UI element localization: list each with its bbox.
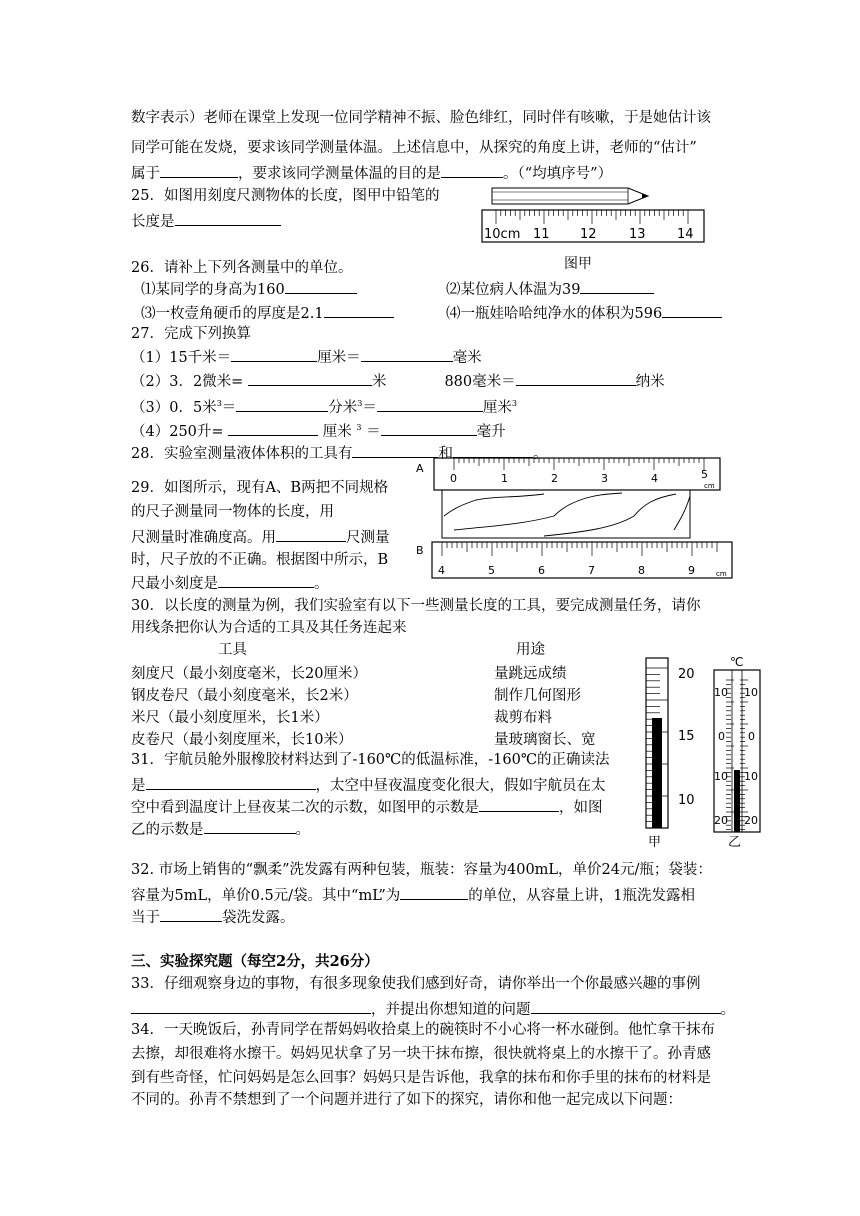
use-item[interactable]: 裁剪布料 (494, 710, 552, 726)
answer-blank[interactable] (324, 302, 394, 318)
tool-item[interactable]: 刻度尺（最小刻度毫米，长20厘米） (131, 666, 367, 682)
thermo-tick-label: 15 (678, 729, 695, 744)
answer-blank[interactable] (662, 302, 722, 318)
q31-line-3: 空中看到温度计上昼夜某二次的示数，如图甲的示数是 ，如图 (131, 796, 603, 818)
tool-item[interactable]: 米尺（最小刻度厘米，长1米） (131, 710, 329, 726)
answer-blank[interactable] (175, 210, 281, 226)
ruler-a (434, 458, 720, 490)
q25-line-2: 长度是 (131, 210, 281, 232)
thermo-tick-label: 20 (744, 814, 758, 827)
thermometer-a (646, 658, 695, 850)
q26-item-1: ⑴某同学的身高为160 (141, 278, 357, 300)
mercury-column-a (652, 718, 662, 828)
answer-blank[interactable] (236, 396, 328, 412)
ruler-tick-label: 12 (580, 227, 597, 242)
thermo-b-unit: ℃ (730, 655, 744, 669)
section-title: 三、实验探究题（每空2分，共26分） (131, 953, 379, 970)
measured-object (442, 490, 690, 538)
q28-line: 28．实验室测量液体体积的工具有 和 。 (131, 442, 547, 464)
answer-blank[interactable] (285, 278, 357, 294)
ruler-tick-label: 7 (588, 564, 595, 577)
answer-blank[interactable] (160, 162, 238, 178)
answer-blank[interactable] (276, 526, 346, 542)
answer-blank[interactable] (441, 162, 503, 178)
ruler-tick-label: 6 (538, 564, 545, 577)
thermo-tick-label: 10 (678, 793, 695, 808)
q29-line-3: 尺测量时准确度高。用 尺测量 (131, 526, 390, 548)
ruler-tick-label: 4 (651, 472, 658, 485)
answer-blank[interactable] (531, 998, 721, 1014)
answer-blank[interactable] (204, 818, 296, 834)
intro-line-1: 数字表示）老师在课堂上发现一位同学精神不振、脸色绯红，同时伴有咳嗽，于是她估计该 (131, 110, 711, 126)
intro-line-3: 属于 ，要求该同学测量体温的目的是 。（“均填序号”） (131, 162, 612, 184)
q26-item-2: ⑵某位病人体温为39 (446, 278, 654, 300)
thermo-b-label: 乙 (728, 835, 742, 850)
answer-blank[interactable] (361, 346, 453, 362)
q32-line-3: 当于 袋洗发露。 (131, 906, 295, 928)
q32-line-2: 容量为5mL，单价0.5元/袋。其中“mL”为 的单位，从容量上讲，1瓶洗发露相 (131, 884, 695, 906)
use-item[interactable]: 量跳远成绩 (494, 666, 567, 682)
q29-line-1: 29．如图所示，现有A、B两把不同规格 (131, 480, 389, 496)
answer-blank[interactable] (231, 346, 317, 362)
ruler-a-label: A (416, 462, 424, 475)
q30-line-1: 30．以长度的测量为例，我们实验室有以下一些测量长度的工具，要完成测量任务，请你 (131, 598, 701, 614)
ruler-tick-label: 14 (677, 227, 694, 242)
answer-blank[interactable] (516, 370, 636, 386)
q30-header-tools: 工具 (218, 642, 247, 658)
answer-blank[interactable] (377, 396, 483, 412)
q29-line-2: 的尺子测量同一物体的长度，用 (131, 504, 334, 520)
thermo-tick-label: 10 (714, 770, 728, 783)
q25-line-1: 25．如图用刻度尺测物体的长度，图甲中铅笔的 (131, 188, 440, 204)
rulers-ab-figure (414, 456, 744, 588)
thermo-tick-label: 10 (744, 770, 758, 783)
q30-line-2: 用线条把你认为合适的工具及其任务连起来 (131, 620, 407, 636)
tool-item[interactable]: 皮卷尺（最小刻度厘米，长10米） (131, 732, 353, 748)
q30-header-uses: 用途 (516, 642, 545, 658)
figure-caption: 图甲 (564, 256, 592, 272)
answer-blank[interactable] (479, 796, 559, 812)
answer-blank[interactable] (228, 420, 318, 436)
q34-line-4: 不同的。孙青不禁想到了一个问题并进行了如下的探究，请你和他一起完成以下问题： (131, 1092, 682, 1108)
q26-item-4: ⑷一瓶娃哈哈纯净水的体积为596 (446, 302, 722, 324)
thermo-tick-label: 10 (714, 686, 728, 699)
ruler-tick-label: 10cm (484, 227, 521, 242)
answer-blank[interactable] (131, 998, 371, 1014)
ruler-tick-label: 2 (551, 472, 558, 485)
ruler-tick-label: 11 (533, 227, 550, 242)
ruler-a-unit: cm (704, 482, 715, 490)
ruler-tick-label: 5 (701, 468, 708, 481)
ruler-tick-label: 3 (601, 472, 608, 485)
thermo-tick-label: 20 (678, 667, 695, 682)
answer-blank[interactable] (248, 370, 372, 386)
answer-blank[interactable] (146, 774, 316, 790)
q26-item-3: ⑶一枚壹角硬币的厚度是2.1 (141, 302, 394, 324)
pencil-ruler-figure (478, 180, 710, 272)
q31-line-2: 是 ，太空中昼夜温度变化很大，假如宇航员在太 (131, 774, 606, 796)
answer-blank[interactable] (400, 884, 468, 900)
ruler-tick-label: 13 (629, 227, 646, 242)
ruler-tick-label: 1 (501, 472, 508, 485)
ruler-b-label: B (416, 544, 424, 557)
ruler-tick-label: 0 (450, 472, 457, 485)
q29-line-4: 时，尺子放的不正确。根据图中所示，B (131, 552, 389, 568)
thermo-tick-label: 20 (714, 814, 728, 827)
mercury-column-b (734, 770, 740, 832)
q27-row-4: （4）250升= 厘米 $^3$ ＝ 毫升 (131, 418, 506, 442)
thermo-tick-label: 0 (718, 730, 725, 743)
thermo-a-label: 甲 (648, 835, 662, 850)
answer-blank[interactable] (218, 572, 314, 588)
q27-row-2: （2）3．2微米= 米 880毫米＝ 纳米 (131, 370, 665, 392)
ruler-tick-label: 9 (688, 564, 695, 577)
q33-line-1: 33．仔细观察身边的事物，有很多现象使我们感到好奇，请你举出一个你最感兴趣的事例 (131, 976, 701, 992)
answer-blank[interactable] (160, 906, 222, 922)
ruler-tick-label: 5 (488, 564, 495, 577)
q32-line-1: 32. 市场上销售的“飘柔”洗发露有两种包装，瓶装：容量为400mL，单价24元/瓶；袋装： (131, 862, 712, 878)
q29-line-5: 尺最小刻度是 。 (131, 572, 329, 594)
q33-line-2: ，并提出你想知道的问题 。 (131, 998, 735, 1020)
thermometer-b (714, 655, 760, 850)
answer-blank[interactable] (580, 278, 654, 294)
ruler-tick-label: 4 (438, 564, 445, 577)
thermometers-figure (634, 654, 774, 850)
q34-line-1: 34．一天晚饭后，孙青同学在帮妈妈收拾桌上的碗筷时不小心将一杯水碰倒。他忙拿干抹布 (131, 1022, 715, 1038)
ruler-b-unit: cm (716, 570, 727, 578)
q27-row-3: （3）0．5米$^3$＝ 分米$^3$＝ 厘米$^3$ (131, 394, 517, 418)
q34-line-3: 到有些奇怪，忙问妈妈是怎么回事？妈妈只是告诉他，我拿的抹布和你手里的抹布的材料是 (131, 1070, 711, 1086)
thermo-tick-label: 0 (748, 730, 755, 743)
q31-line-4: 乙的示数是 。 (131, 818, 310, 840)
q31-line-1: 31．宇航员舱外服橡胶材料达到了-160℃的低温标准，-160℃的正确读法 (131, 752, 610, 768)
pencil-icon (492, 188, 648, 204)
ruler-tick-label: 8 (638, 564, 645, 577)
q27-row-1: （1）15千米＝ 厘米＝ 毫米 (131, 346, 482, 368)
tool-item[interactable]: 钢皮卷尺（最小刻度毫米，长2米） (131, 688, 358, 704)
answer-blank[interactable] (381, 420, 477, 436)
q34-line-2: 去擦，却很难将水擦干。妈妈见状拿了另一块干抹布擦，很快就将桌上的水擦干了。孙青感 (131, 1046, 711, 1062)
thermo-tick-label: 10 (744, 686, 758, 699)
intro-line-2: 同学可能在发烧，要求该同学测量体温。上述信息中，从探究的角度上讲，老师的“估计” (131, 140, 697, 156)
use-item[interactable]: 制作几何图形 (494, 688, 581, 704)
q26-title: 26．请补上下列各测量中的单位。 (131, 260, 353, 276)
use-item[interactable]: 量玻璃窗长、宽 (494, 732, 596, 748)
q27-title: 27．完成下列换算 (131, 326, 251, 342)
